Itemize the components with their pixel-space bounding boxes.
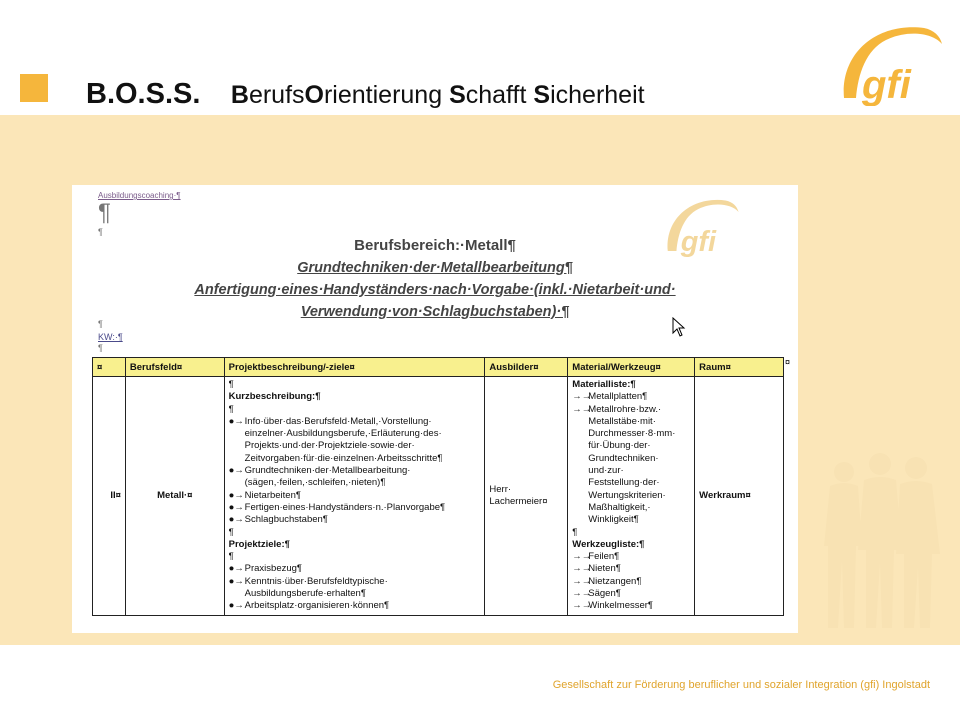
subtitle-part: S: [533, 81, 551, 109]
section-label: Projektziele:¶: [228, 538, 290, 550]
bullet-item: [229, 502, 481, 514]
cell-projektbeschreibung: [224, 377, 485, 616]
text-line: ¶: [228, 526, 234, 538]
bullet-marker-icon: ●→: [228, 575, 244, 587]
embedded-document-image: [72, 185, 798, 633]
arrow-item: [572, 576, 690, 588]
subtitle-part: erufs: [248, 81, 305, 109]
title-main: B.O.S.S.: [86, 78, 201, 110]
item-text: Nietzangen¶: [588, 575, 642, 587]
cell-material-werkzeug: [568, 377, 695, 616]
pilcrow-large: ¶: [98, 199, 111, 226]
arrow-marker-icon: →→: [572, 403, 592, 415]
header-cell-index: ¤: [93, 358, 126, 377]
table-header-row: [93, 358, 784, 377]
item-text: Winkelmesser¶: [588, 600, 654, 612]
arrow-item: [572, 563, 690, 575]
continued-line: Zeitvorgaben·für·die·einzelnen·Arbeitsschritte¶: [244, 452, 443, 464]
subtitle-part: chafft: [465, 81, 534, 109]
text-line: ¶: [228, 379, 234, 390]
continued-line: Projekts·und·der·Projektziele·sowie·der·: [244, 440, 415, 452]
subtitle-part: B: [230, 81, 249, 109]
bullet-item: [229, 576, 481, 588]
ausbilder-line: Lachermeier¤: [489, 495, 548, 507]
item-text: Fertigen·eines·Handyständers·n.·Planvorgabe¶: [244, 501, 446, 513]
text-line: ¶: [228, 551, 234, 563]
item-text: Info·über·das·Berufsfeld·Metall,·Vorstellung·: [244, 415, 432, 427]
text-line: ¶: [572, 526, 578, 538]
arrow-marker-icon: →→: [572, 563, 592, 575]
cell-raum: Werkraum¤: [695, 377, 784, 616]
arrow-marker-icon: →→: [572, 391, 592, 403]
people-silhouettes-image: [818, 450, 948, 630]
bullet-item: [229, 416, 481, 428]
kw-label: KW:·¶: [98, 332, 123, 342]
pilcrow-mark: ¶: [98, 227, 103, 237]
bullet-marker-icon: ●→: [228, 465, 244, 477]
section-label: Kurzbeschreibung:¶: [228, 391, 321, 403]
bullet-marker-icon: ●→: [228, 489, 244, 501]
header-cell-material: Material/Werkzeug¤: [568, 358, 695, 377]
bullet-item: [229, 514, 481, 526]
arrow-item: [572, 588, 690, 600]
text-line: ¶: [228, 403, 234, 415]
bullet-marker-icon: ●→: [228, 563, 244, 575]
continued-line: und·zur·: [588, 465, 624, 477]
arrow-marker-icon: →→: [572, 600, 592, 612]
item-text: Metallplatten¶: [588, 391, 648, 403]
ausbilder-line: Herr·: [489, 483, 512, 495]
item-text: Nieten¶: [588, 563, 621, 575]
bullet-marker-icon: ●→: [228, 415, 244, 427]
item-text: Arbeitsplatz·organisieren·können¶: [244, 600, 390, 612]
bullet-item: [229, 465, 481, 477]
heading-berufsbereich: Berufsbereich:·Metall¶: [354, 237, 516, 254]
subtitle-part: icherheit: [550, 81, 645, 109]
pilcrow-mark: ¶: [98, 319, 103, 329]
title-subtitle: [231, 81, 645, 109]
project-table: [92, 357, 784, 616]
coaching-label: Ausbildungscoaching·¶: [98, 191, 181, 200]
bullet-item: [229, 490, 481, 502]
gfi-logo: [836, 18, 944, 106]
gfi-logo-text: gfi: [862, 63, 911, 106]
heading-grundtechniken: Grundtechniken·der·Metallbearbeitung¶: [297, 260, 573, 276]
slide-title: [86, 78, 645, 111]
arrow-item: [572, 391, 690, 403]
header-cell-berufsfeld: Berufsfeld¤: [125, 358, 224, 377]
continued-line: Wertungskriterien·: [588, 489, 666, 501]
item-text: Nietarbeiten¶: [244, 489, 301, 501]
item-text: Schlagbuchstaben¶: [244, 514, 328, 526]
gfi-logo-small-text: gfi: [680, 226, 717, 257]
continued-line: Winkligkeit¶: [588, 514, 639, 526]
cell-ausbilder: [485, 377, 568, 616]
continued-line: (sägen,·feilen,·schleifen,·nieten)¶: [244, 477, 386, 489]
continued-line: Feststellung·der·: [588, 477, 660, 489]
item-text: Kenntnis·über·Berufsfeldtypische·: [244, 575, 388, 587]
continued-line: Durchmesser·8·mm·: [588, 428, 676, 440]
arrow-marker-icon: →→: [572, 575, 592, 587]
section-label: Werkzeugliste:¶: [572, 538, 645, 550]
footer-organization: Gesellschaft zur Förderung beruflicher und sozialer Integration (gfi) Ingolstadt: [552, 679, 930, 691]
row-end-mark: ¤: [785, 357, 791, 367]
header-cell-projektbeschreibung: Projektbeschreibung/-ziele¤: [224, 358, 485, 377]
arrow-item: [572, 404, 690, 416]
arrow-item: [572, 551, 690, 563]
cell-index: II¤: [93, 377, 126, 616]
continued-line: Metallstäbe·mit·: [588, 415, 656, 427]
subtitle-part: S: [449, 81, 466, 109]
bullet-marker-icon: ●→: [228, 600, 244, 612]
item-text: Feilen¶: [588, 551, 620, 563]
table-row: [93, 377, 784, 616]
orange-square-bullet: [20, 74, 48, 102]
bullet-item: [229, 600, 481, 612]
arrow-marker-icon: →→: [572, 551, 592, 563]
pilcrow-mark: ¶: [98, 343, 103, 353]
bullet-marker-icon: ●→: [228, 501, 244, 513]
item-text: Grundtechniken·der·Metallbearbeitung·: [244, 465, 411, 477]
heading-verwendung: Verwendung·von·Schlagbuchstaben)·¶: [300, 304, 570, 320]
continued-line: Grundtechniken·: [588, 452, 659, 464]
item-text: Sägen¶: [588, 588, 621, 600]
header-cell-raum: Raum¤: [695, 358, 784, 377]
header-cell-ausbilder: Ausbilder¤: [485, 358, 568, 377]
continued-line: für·Übung·der·: [588, 440, 651, 452]
cell-berufsfeld: Metall·¤: [125, 377, 224, 616]
subtitle-part: rientierung: [323, 81, 450, 109]
mouse-pointer-icon: [672, 317, 686, 337]
item-text: Metallrohre·bzw.·: [588, 403, 662, 415]
document-headings: [72, 235, 798, 323]
continued-line: Maßhaltigkeit,·: [588, 501, 651, 513]
bullet-item: [229, 563, 481, 575]
continued-line: einzelner·Ausbildungsberufe,·Erläuterung·des·: [244, 428, 442, 440]
arrow-marker-icon: →→: [572, 588, 592, 600]
bullet-marker-icon: ●→: [228, 514, 244, 526]
section-label: Materialliste:¶: [572, 379, 636, 390]
arrow-item: [572, 600, 690, 612]
item-text: Praxisbezug¶: [244, 563, 303, 575]
heading-anfertigung: Anfertigung·eines·Handyständers·nach·Vorgabe·(inkl.·Nietarbeit·und·: [194, 282, 676, 298]
subtitle-part: O: [304, 81, 324, 109]
continued-line: Ausbildungsberufe·erhalten¶: [244, 588, 366, 600]
